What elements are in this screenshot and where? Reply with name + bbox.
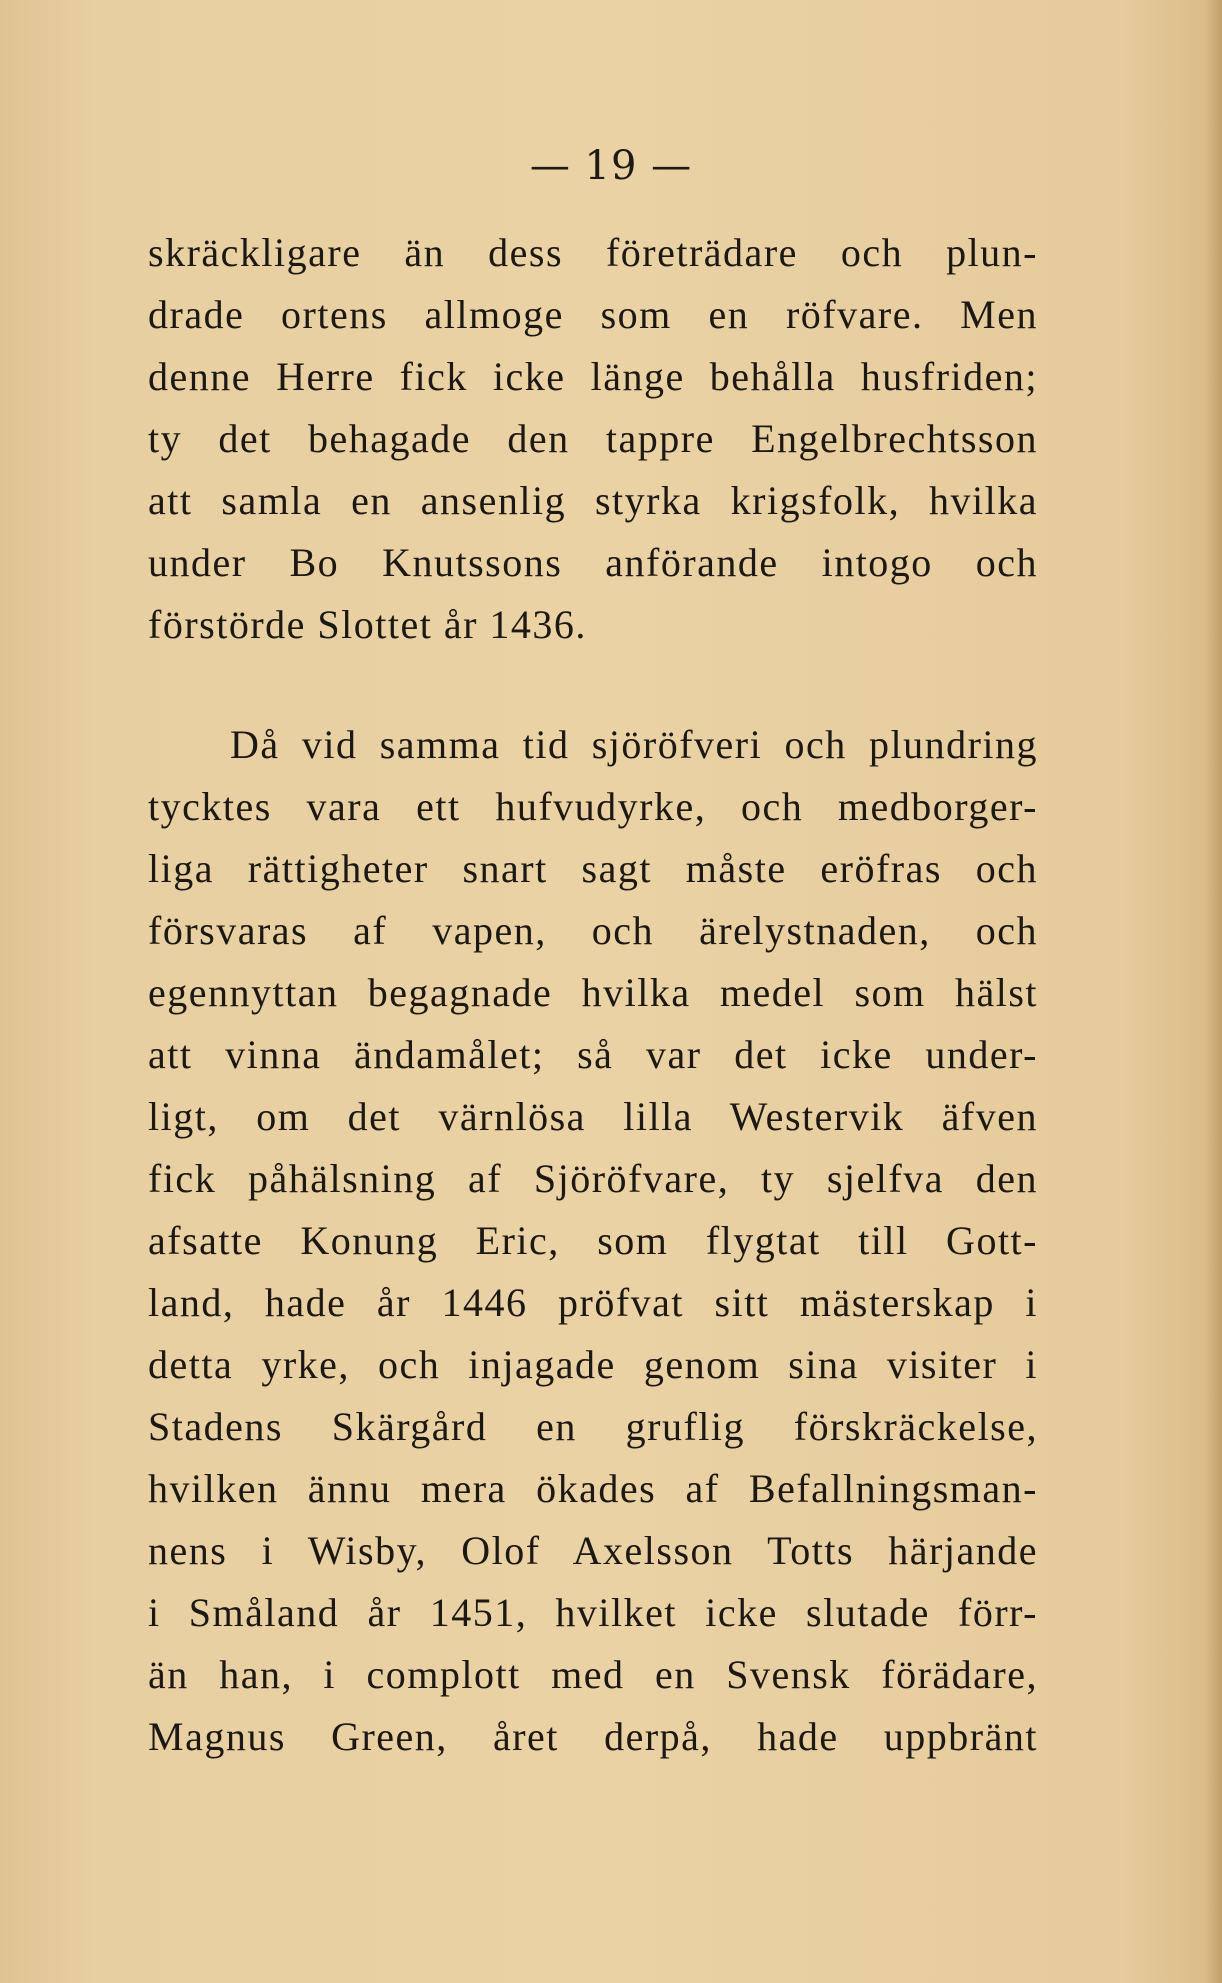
paragraph-1 [148, 222, 1038, 656]
page-edge-shadow [1206, 0, 1222, 1983]
body-text [148, 222, 1038, 1768]
paragraph-gap [148, 656, 1038, 714]
text-line: än han, i complott med en Svensk förädare, [148, 1652, 1038, 1697]
text-line: afsatte Konung Eric, som flygtat till Gott- [148, 1218, 1038, 1263]
text-line: försvaras af vapen, och ärelystnaden, och [148, 908, 1038, 953]
text-line: denne Herre fick icke länge behålla husfriden; [148, 354, 1038, 399]
text-line: tycktes vara ett hufvudyrke, och medborger- [148, 784, 1038, 829]
text-line: egennyttan begagnade hvilka medel som hälst [148, 970, 1038, 1015]
text-line: ligt, om det värnlösa lilla Westervik äfven [148, 1094, 1038, 1139]
text-line: fick påhälsning af Sjöröfvare, ty sjelfva den [148, 1156, 1038, 1201]
text-line: att vinna ändamålet; så var det icke under- [148, 1032, 1038, 1077]
text-line: skräckligare än dess företrädare och plun- [148, 230, 1038, 275]
text-line: liga rättigheter snart sagt måste eröfras och [148, 846, 1038, 891]
text-line: hvilken ännu mera ökades af Befallningsman- [148, 1466, 1038, 1511]
text-line: Stadens Skärgård en gruflig förskräckelse, [148, 1404, 1038, 1449]
text-line: Då vid samma tid sjöröfveri och plundring [230, 722, 1038, 767]
text-line: drade ortens allmoge som en röfvare. Men [148, 292, 1038, 337]
text-line: nens i Wisby, Olof Axelsson Totts härjande [148, 1528, 1038, 1573]
text-line: att samla en ansenlig styrka krigsfolk, hvilka [148, 478, 1038, 523]
text-line: ty det behagade den tappre Engelbrechtsson [148, 416, 1038, 461]
text-line: detta yrke, och injagade genom sina visiter i [148, 1342, 1038, 1387]
paragraph-2 [148, 714, 1038, 1768]
text-line: Magnus Green, året derpå, hade uppbränt [148, 1714, 1038, 1759]
text-line: under Bo Knutssons anförande intogo och [148, 540, 1038, 585]
text-line: i Småland år 1451, hvilket icke slutade förr- [148, 1590, 1038, 1635]
text-line: land, hade år 1446 pröfvat sitt mästerskap i [148, 1280, 1038, 1325]
text-line: förstörde Slottet år 1436. [148, 602, 587, 647]
page-number: — 19 — [529, 143, 693, 189]
